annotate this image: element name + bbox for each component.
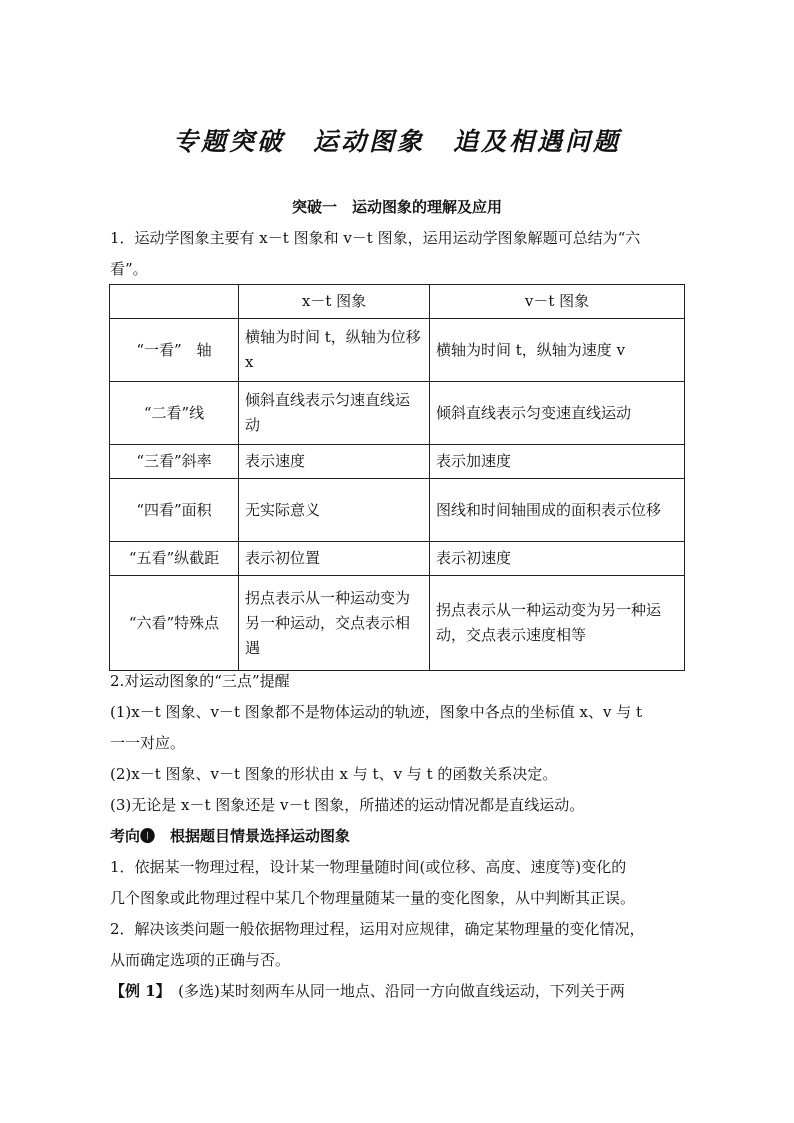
row-label: “四看”面积 (110, 479, 239, 542)
table-row (110, 542, 685, 576)
page-title: 专题突破 运动图象 追及相遇问题 (172, 127, 621, 156)
table-row (110, 382, 685, 445)
reminder-line: 一一对应。 (110, 734, 186, 752)
table-row (110, 445, 685, 479)
focus-line: 几个图象或此物理过程中某几个物理量随某一量的变化图象，从中判断其正误。 (110, 889, 636, 907)
xt-cell: 表示初位置 (239, 542, 430, 576)
table-header-cell: x－t 图象 (239, 285, 430, 319)
example-line (110, 976, 690, 1007)
row-label: “五看”纵截距 (110, 542, 239, 576)
example-label: 【例 1】 (110, 982, 164, 1000)
table-row (110, 479, 685, 542)
focus-line: 从而确定选项的正确与否。 (110, 951, 291, 969)
vt-cell: 横轴为时间 t，纵轴为速度 v (430, 319, 685, 382)
vt-cell: 拐点表示从一种运动变为另一种运动，交点表示速度相等 (430, 576, 685, 671)
focus-heading: 考向❶ 根据题目情景选择运动图象 (110, 827, 351, 845)
vt-cell: 表示加速度 (430, 445, 685, 479)
xt-cell: 无实际意义 (239, 479, 430, 542)
comparison-table (109, 284, 685, 671)
table-header-cell: v－t 图象 (430, 285, 685, 319)
vt-cell: 表示初速度 (430, 542, 685, 576)
row-label: “六看”特殊点 (110, 576, 239, 671)
focus-line: 2．解决该类问题一般依据物理过程，运用对应规律，确定某物理量的变化情况， (110, 920, 645, 938)
xt-cell: 横轴为时间 t，纵轴为位移 x (239, 319, 430, 382)
section-heading: 突破一 运动图象的理解及应用 (291, 198, 502, 216)
vt-cell: 倾斜直线表示匀变速直线运动 (430, 382, 685, 445)
xt-cell: 拐点表示从一种运动变为另一种运动，交点表示相遇 (239, 576, 430, 671)
xt-cell: 倾斜直线表示匀速直线运动 (239, 382, 430, 445)
focus-line: 1．依据某一物理过程，设计某一物理量随时间(或位移、高度、速度等)变化的 (110, 858, 627, 876)
table-row (110, 319, 685, 382)
row-label: “二看”线 (110, 382, 239, 445)
reminder-line: (2)x－t 图象、v－t 图象的形状由 x 与 t、v 与 t 的函数关系决定。 (110, 765, 558, 783)
row-label: “三看”斜率 (110, 445, 239, 479)
intro-line: 1．运动学图象主要有 x－t 图象和 v－t 图象，运用运动学图象解题可总结为“六 (110, 229, 641, 247)
reminder-block (110, 666, 690, 1007)
intro-paragraph (110, 223, 690, 285)
reminder-line: (3)无论是 x－t 图象还是 v－t 图象，所描述的运动情况都是直线运动。 (110, 796, 585, 814)
vt-cell: 图线和时间轴围成的面积表示位移 (430, 479, 685, 542)
reminder-heading: 2.对运动图象的“三点”提醒 (110, 672, 290, 690)
xt-cell: 表示速度 (239, 445, 430, 479)
intro-line: 看”。 (110, 260, 148, 278)
example-text: (多选)某时刻两车从同一地点、沿同一方向做直线运动，下列关于两 (163, 982, 625, 1000)
row-label: “一看” 轴 (110, 319, 239, 382)
reminder-line: (1)x－t 图象、v－t 图象都不是物体运动的轨迹，图象中各点的坐标值 x、v 与 t (110, 703, 643, 721)
table-header-cell (110, 285, 239, 319)
table-row (110, 576, 685, 671)
table-header-row (110, 285, 685, 319)
